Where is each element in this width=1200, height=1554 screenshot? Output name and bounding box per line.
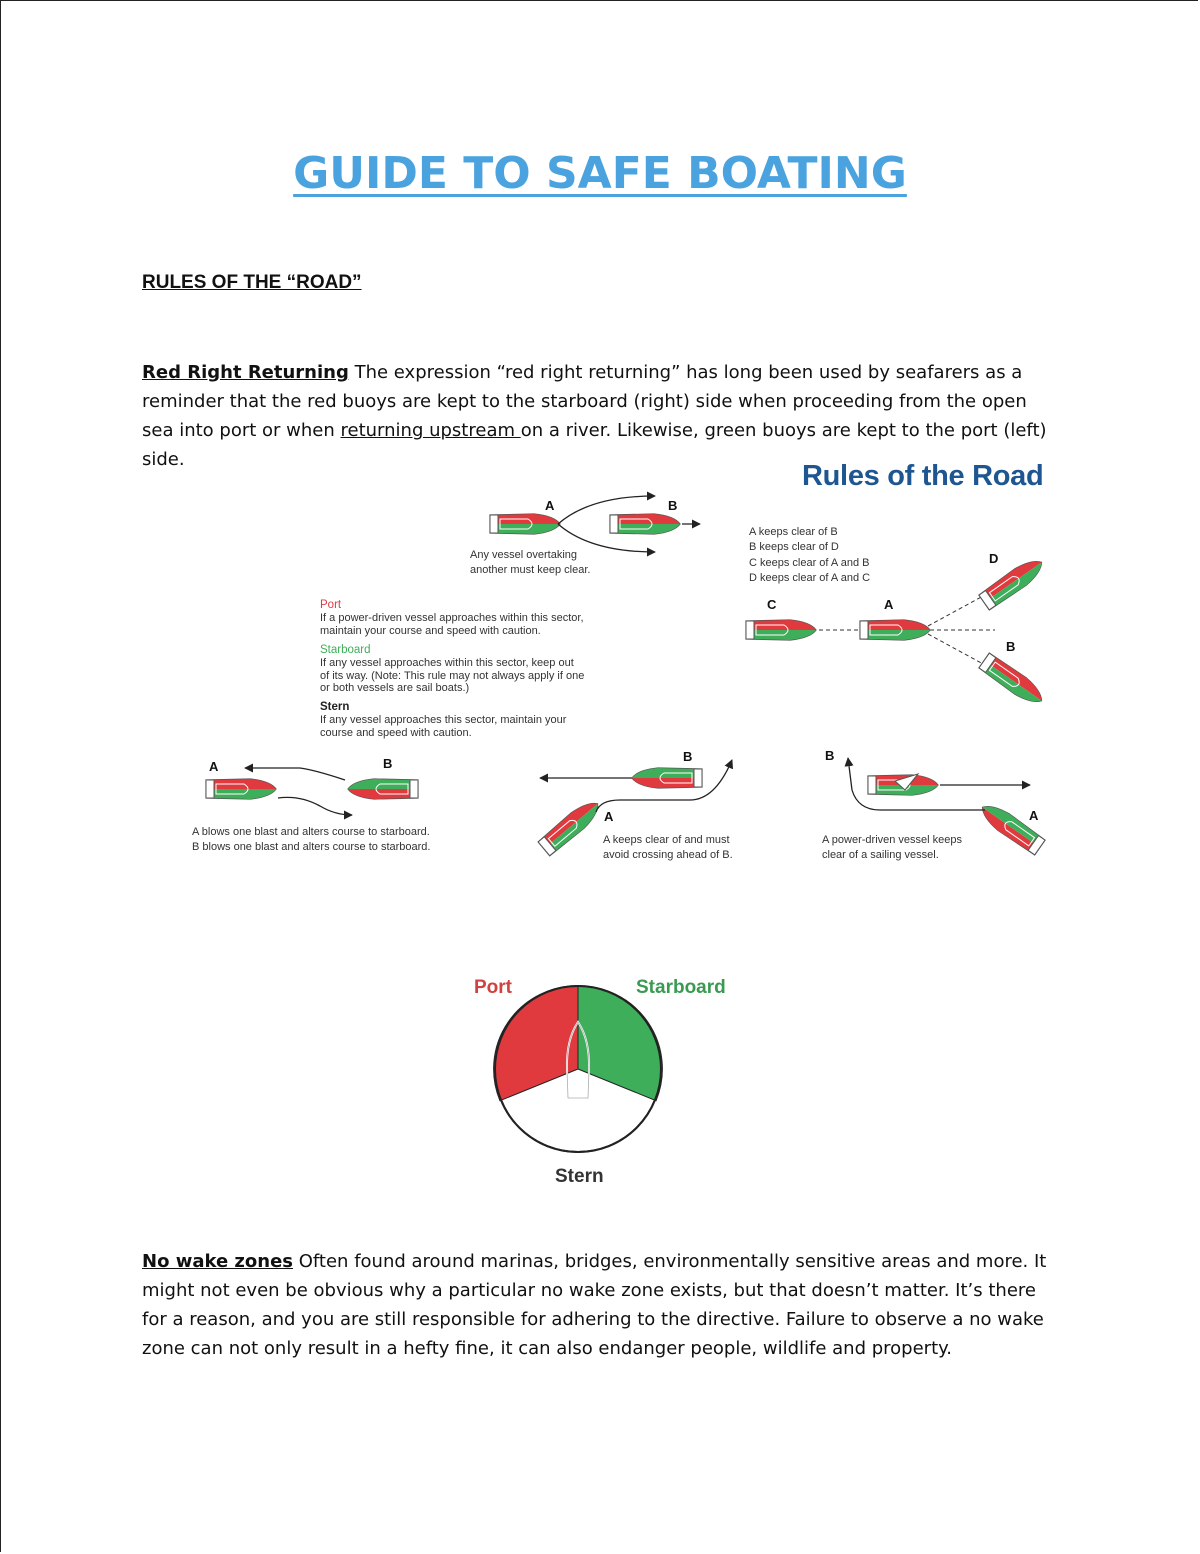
label-a: A <box>604 809 614 824</box>
boat-b <box>978 652 1047 709</box>
crossing-caption-2: avoid crossing ahead of B. <box>603 849 733 861</box>
sailing-diagram <box>822 748 1046 861</box>
stern-sector-text-2: course and speed with caution. <box>320 727 472 739</box>
priority-diagram <box>746 526 1047 709</box>
page-title: GUIDE TO SAFE BOATING <box>293 148 907 199</box>
boat-c <box>746 620 816 640</box>
figure-title: Rules of the Road <box>802 460 1044 492</box>
boat-a <box>860 620 930 640</box>
sailing-caption: A power-driven vessel keeps <box>822 834 963 846</box>
port-sector-text: If a power-driven vessel approaches within this sector, <box>320 612 584 624</box>
sailing-caption-2: clear of a sailing vessel. <box>822 849 939 861</box>
wheel-stern-label: Stern <box>555 1166 604 1187</box>
label-a: A <box>884 597 894 612</box>
paragraph-heading: Red Right Returning <box>142 362 349 383</box>
boat-b <box>632 768 702 788</box>
no-wake-zones-paragraph: No wake zones Often found around marinas, bridges, environmentally sensitive areas and more. It might not even be obvious why a particular no wake zone exists, but that doesn’t matter. It’s there for a reason, and you are still responsible for adhering to the directive. Failure to observe a no wake zone can not only result in a hefty fine, it can also endanger people, wildlife and property. <box>142 1251 1047 1359</box>
label-a: A <box>209 759 219 774</box>
port-sector-title: Port <box>320 599 342 611</box>
label-b: B <box>825 748 835 763</box>
starboard-sector-text-2: of its way. (Note: This rule may not always apply if one <box>320 670 585 682</box>
overtaking-caption: Any vessel overtaking <box>470 549 577 561</box>
headon-diagram <box>192 756 430 853</box>
label-b: B <box>1006 639 1016 654</box>
overtaking-caption-2: another must keep clear. <box>470 564 591 576</box>
boat-b <box>610 514 680 534</box>
priority-text-1: A keeps clear of B <box>749 526 838 538</box>
overtaking-diagram <box>470 496 700 576</box>
label-b: B <box>383 756 393 771</box>
headon-caption: A blows one blast and alters course to starboard. <box>192 826 430 838</box>
wheel-starboard-label: Starboard <box>636 977 726 998</box>
stern-sector-title: Stern <box>320 701 350 713</box>
crossing-caption: A keeps clear of and must <box>603 834 730 846</box>
label-c: C <box>767 597 777 612</box>
headon-caption-2: B blows one blast and alters course to starboard. <box>192 841 431 853</box>
wheel-port-label: Port <box>474 977 512 998</box>
priority-text-3: C keeps clear of A and B <box>749 557 870 569</box>
starboard-sector-text: If any vessel approaches within this sector, keep out <box>320 657 574 669</box>
starboard-sector-text-3: or both vessels are sail boats.) <box>320 682 470 694</box>
boat-b <box>348 779 418 799</box>
stern-sector-text: If any vessel approaches this sector, maintain your <box>320 714 567 726</box>
sector-wheel <box>474 977 726 1187</box>
red-right-returning-paragraph: Red Right Returning The expression “red right returning” has long been used by seafarers as a reminder that the red buoys are kept to the starboard (right) side when proceeding from the open sea into port or when returning upstream on a river. Likewise, green buoys are kept to the port (left) side. <box>142 362 1047 470</box>
priority-text-4: D keeps clear of A and C <box>749 572 871 584</box>
port-sector-text-2: maintain your course and speed with caution. <box>320 625 541 637</box>
crossing-diagram <box>538 749 733 861</box>
boat-a <box>490 514 560 534</box>
label-d: D <box>989 551 999 566</box>
label-b: B <box>668 498 678 513</box>
sector-descriptions <box>320 599 584 739</box>
priority-text-2: B keeps clear of D <box>749 541 839 553</box>
starboard-sector-title: Starboard <box>320 644 371 656</box>
boat-a <box>206 779 276 799</box>
label-b: B <box>683 749 693 764</box>
boat-a <box>538 796 604 856</box>
label-a: A <box>545 498 555 513</box>
section-heading: RULES OF THE “ROAD” <box>142 272 362 293</box>
paragraph-heading: No wake zones <box>142 1251 294 1272</box>
label-a: A <box>1029 808 1039 823</box>
returning-upstream-text: returning upstream <box>340 420 521 441</box>
